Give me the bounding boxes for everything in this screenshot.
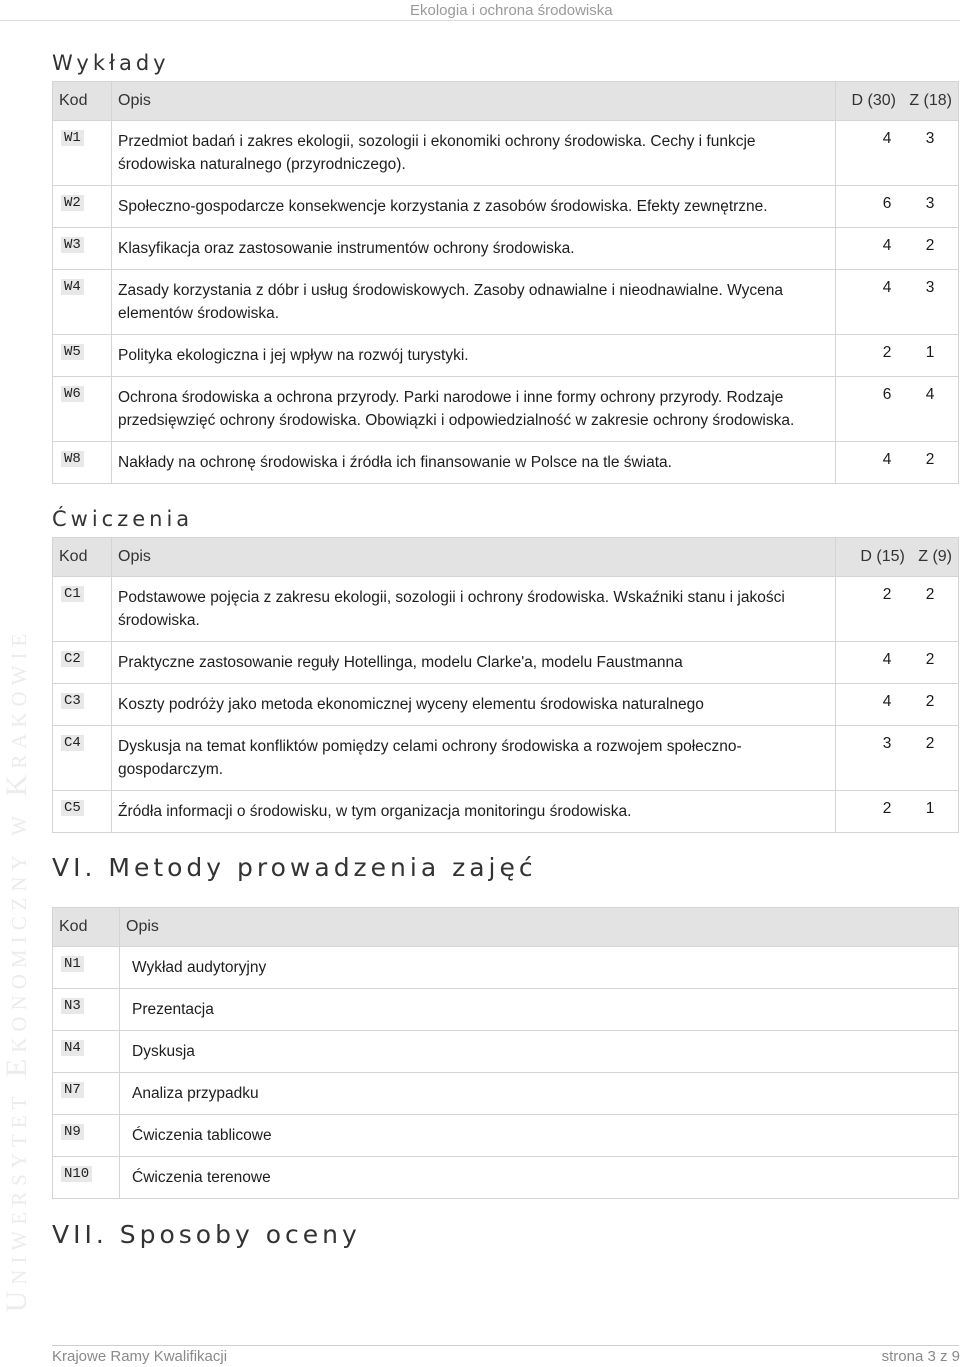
row-hours [836,270,959,335]
row-hours-z: 2 [925,651,935,668]
row-code: N9 [61,1124,84,1140]
row-hours [836,186,959,228]
row-description: Klasyfikacja oraz zastosowanie instrumentów ochrony środowiska. [112,228,836,270]
row-code: N3 [61,998,84,1014]
row-code-cell [53,1115,120,1157]
col-z: Z (9) [918,548,952,565]
table-row [53,270,959,335]
row-hours-d: 2 [882,344,892,361]
col-d: D (30) [851,92,896,109]
row-hours-z: 2 [925,451,935,468]
row-description: Źródła informacji o środowisku, w tym organizacja monitoringu środowiska. [112,791,836,833]
row-code-cell [53,270,112,335]
footer-divider [52,1345,959,1346]
row-code: C4 [61,735,84,751]
row-code: C3 [61,693,84,709]
row-code-cell [53,989,120,1031]
table-row [53,684,959,726]
table-row [53,1073,959,1115]
exercises-table [52,537,959,833]
row-hours-d: 2 [882,800,892,817]
row-code-cell [53,791,112,833]
assessment-title: VII. Sposoby oceny [52,1220,361,1249]
row-hours [836,577,959,642]
row-code: W4 [61,279,84,295]
row-hours [836,121,959,186]
row-code: W2 [61,195,84,211]
row-code-cell [53,186,112,228]
row-code-cell [53,1031,120,1073]
lectures-table [52,81,959,484]
row-description: Koszty podróży jako metoda ekonomicznej wyceny elementu środowiska naturalnego [112,684,836,726]
row-description: Dyskusja na temat konfliktów pomiędzy celami ochrony środowiska a rozwojem społeczno-gospodarczym. [112,726,836,791]
row-code-cell [53,228,112,270]
row-hours-z: 2 [925,693,935,710]
table-row [53,1031,959,1073]
table-row [53,228,959,270]
header-divider [0,20,960,21]
row-description: Społeczno-gospodarcze konsekwencje korzystania z zasobów środowiska. Efekty zewnętrzne. [112,186,836,228]
methods-header-row [53,908,959,947]
row-hours-z: 2 [925,586,935,603]
methods-title: VI. Metody prowadzenia zajęć [52,853,537,882]
row-hours-d: 4 [882,451,892,468]
col-desc: Opis [112,82,836,121]
row-description: Dyskusja [120,1031,959,1073]
col-d-z [836,82,959,121]
watermark: Uniwersytet Ekonomiczny w Krakowie [0,627,33,1313]
row-description: Ćwiczenia tablicowe [120,1115,959,1157]
row-code-cell [53,684,112,726]
row-code: N10 [61,1166,92,1182]
col-z: Z (18) [909,92,952,109]
row-hours-d: 2 [882,586,892,603]
row-description: Podstawowe pojęcia z zakresu ekologii, sozologii i ochrony środowiska. Wskaźniki stanu i jakości środowiska. [112,577,836,642]
methods-table [52,907,959,1199]
row-description: Polityka ekologiczna i jej wpływ na rozwój turystyki. [112,335,836,377]
table-row [53,642,959,684]
row-code: C2 [61,651,84,667]
row-hours-d: 4 [882,651,892,668]
row-description: Analiza przypadku [120,1073,959,1115]
row-description: Zasady korzystania z dóbr i usług środowiskowych. Zasoby odnawialne i nieodnawialne. Wycena elementów środowiska. [112,270,836,335]
row-description: Ćwiczenia terenowe [120,1157,959,1199]
table-row [53,377,959,442]
row-code: W8 [61,451,84,467]
row-code: C1 [61,586,84,602]
row-code-cell [53,377,112,442]
row-hours-z: 3 [925,195,935,212]
col-code: Kod [53,908,120,947]
row-hours-z: 4 [925,386,935,403]
lectures-header-row [53,82,959,121]
col-code: Kod [53,82,112,121]
col-desc: Opis [120,908,959,947]
row-hours-d: 4 [882,130,892,147]
row-hours-d: 4 [882,279,892,296]
row-code-cell [53,726,112,791]
footer-right: strona 3 z 9 [881,1348,960,1365]
row-code: W3 [61,237,84,253]
row-code-cell [53,577,112,642]
row-hours-z: 3 [925,130,935,147]
row-hours [836,228,959,270]
exercises-header-row [53,538,959,577]
row-hours-d: 4 [882,693,892,710]
row-hours [836,642,959,684]
row-hours-z: 1 [925,344,935,361]
row-code: W6 [61,386,84,402]
row-hours-z: 2 [925,237,935,254]
col-d: D (15) [860,548,905,565]
row-description: Wykład audytoryjny [120,947,959,989]
row-hours-z: 1 [925,800,935,817]
row-hours-d: 6 [882,195,892,212]
row-code-cell [53,642,112,684]
row-hours [836,726,959,791]
document-title: Ekologia i ochrona środowiska [410,2,613,19]
row-hours-d: 4 [882,237,892,254]
table-row [53,442,959,484]
col-d-z [836,538,959,577]
table-row [53,989,959,1031]
table-row [53,335,959,377]
row-hours [836,684,959,726]
table-row [53,577,959,642]
row-code-cell [53,947,120,989]
row-code-cell [53,121,112,186]
row-code: N1 [61,956,84,972]
col-code: Kod [53,538,112,577]
table-row [53,791,959,833]
row-hours [836,335,959,377]
row-code-cell [53,442,112,484]
row-description: Ochrona środowiska a ochrona przyrody. Parki narodowe i inne formy ochrony przyrody. Rodzaje przedsięwzięć ochrony środowiska. Obowiązki i odpowiedzialność w zakresie ochrony środowiska. [112,377,836,442]
row-description: Przedmiot badań i zakres ekologii, sozologii i ekonomiki ochrony środowiska. Cechy i funkcje środowiska naturalnego (przyrodniczego). [112,121,836,186]
table-row [53,186,959,228]
document-header [0,0,960,19]
row-code: N4 [61,1040,84,1056]
row-description: Prezentacja [120,989,959,1031]
row-code-cell [53,1157,120,1199]
col-desc: Opis [112,538,836,577]
footer-left: Krajowe Ramy Kwalifikacji [52,1348,228,1365]
row-hours [836,442,959,484]
lectures-title: Wykłady [52,51,170,75]
row-hours [836,377,959,442]
table-row [53,947,959,989]
row-description: Praktyczne zastosowanie reguły Hotellinga, modelu Clarke'a, modelu Faustmanna [112,642,836,684]
row-hours-z: 3 [925,279,935,296]
table-row [53,1115,959,1157]
row-code: W5 [61,344,84,360]
row-code-cell [53,335,112,377]
row-hours-z: 2 [925,735,935,752]
row-description: Nakłady na ochronę środowiska i źródła ich finansowanie w Polsce na tle świata. [112,442,836,484]
table-row [53,726,959,791]
row-code: W1 [61,130,84,146]
row-hours-d: 3 [882,735,892,752]
table-row [53,1157,959,1199]
table-row [53,121,959,186]
exercises-title: Ćwiczenia [52,507,194,531]
row-code: C5 [61,800,84,816]
row-hours [836,791,959,833]
row-code-cell [53,1073,120,1115]
row-hours-d: 6 [882,386,892,403]
row-code: N7 [61,1082,84,1098]
